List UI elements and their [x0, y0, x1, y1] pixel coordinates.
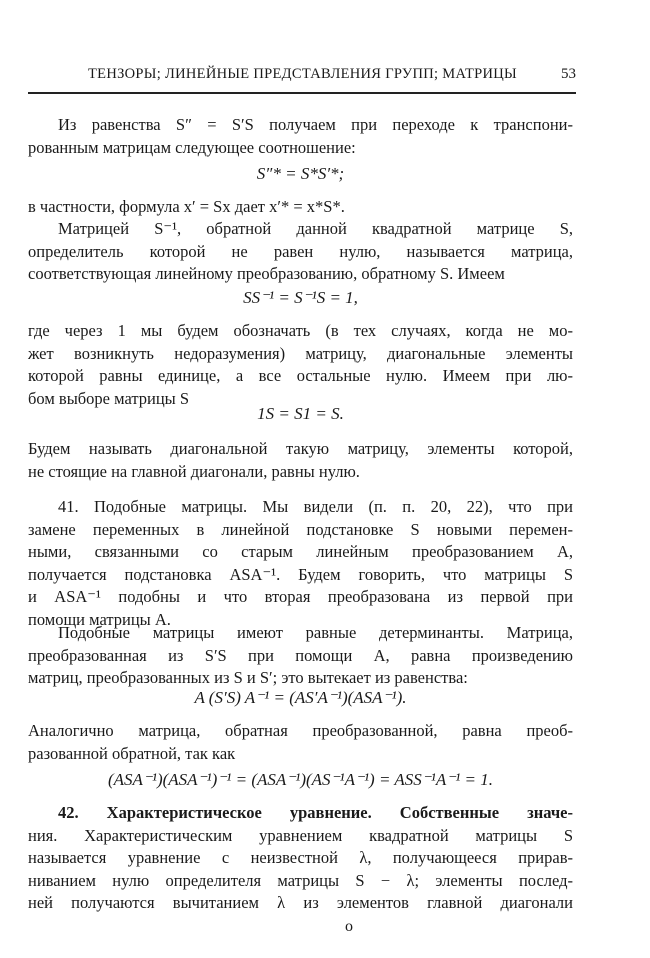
text-line: 41. Подобные матрицы. Мы видели (п. п. 20, 22), что при: [58, 497, 573, 516]
paragraph-7: [28, 622, 573, 690]
section-41: [28, 496, 573, 632]
text-line: ния. Характеристическим уравнением квадратной матрицы S: [28, 825, 573, 845]
text-line: ниванием нулю определителя матрицы S − λ; элементы послед-: [28, 870, 573, 890]
text-line: соответствующая линейному преобразованию, обратному S. Имеем: [28, 264, 505, 284]
text-line: называется уравнение с неизвестной λ, получающееся прирав-: [28, 848, 573, 868]
text-line: рованным матрицам следующее соотношение:: [28, 137, 356, 157]
text-line: ными, связанными со старым линейным преобразованием A,: [28, 542, 573, 562]
formula-5: (ASA⁻¹)(ASA⁻¹)⁻¹ = (ASA⁻¹)(AS⁻¹A⁻¹) = ASS⁻¹A⁻¹ = 1.: [107, 770, 494, 789]
text-line: Из равенства S″ = S′S получаем при переходе к транспони-: [58, 115, 573, 134]
text-line: замене переменных в линейной подстановке S новыми перемен-: [28, 519, 573, 539]
text-line: которой равны единице, а все остальные нулю. Имеем при лю-: [28, 366, 573, 386]
text-line: 42. Характеристическое уравнение. Собственные значе-: [58, 803, 573, 822]
text-line: не стоящие на главной диагонали, равны нулю.: [28, 461, 360, 481]
text-line: определитель которой не равен нулю, называется матрица,: [28, 241, 573, 261]
text-line: где через 1 мы будем обозначать (в тех случаях, когда не мо-: [28, 321, 573, 340]
formula-4: A (S′S) A⁻¹ = (AS′A⁻¹)(ASA⁻¹).: [194, 688, 407, 707]
formula-1: S″* = S*S′*;: [256, 164, 345, 183]
paragraph-5: [28, 438, 573, 483]
text-line: разованной обратной, так как: [28, 743, 236, 763]
paragraph-4: [28, 320, 573, 410]
paragraph-3: [28, 218, 573, 286]
page-number: 53: [561, 66, 576, 82]
text-line: Подобные матрицы имеют равные детерминанты. Матрица,: [58, 623, 573, 642]
text-line: преобразованная из S′S при помощи A, равна произведению: [28, 645, 573, 665]
formula-2: SS⁻¹ = S⁻¹S = 1,: [243, 288, 358, 307]
formula-3: 1S = S1 = S.: [257, 404, 344, 423]
paragraph-1: [28, 114, 573, 159]
text-line: в частности, формула x′ = Sx дает x′* = x*S*.: [28, 197, 345, 216]
text-line: Аналогично матрица, обратная преобразованной, равна преоб-: [28, 721, 573, 740]
paragraph-8: [28, 720, 573, 765]
text-line: ней получаются вычитанием λ из элементов главной диагонали: [28, 893, 573, 913]
text-line: Матрицей S⁻¹, обратной данной квадратной матрице S,: [58, 219, 573, 238]
footer-mark: о: [345, 918, 353, 935]
running-title: ТЕНЗОРЫ; ЛИНЕЙНЫЕ ПРЕДСТАВЛЕНИЯ ГРУПП; МАТРИЦЫ: [88, 66, 517, 82]
paragraph-2: [28, 196, 573, 219]
text-line: матриц, преобразованных из S и S′; это вытекает из равенства:: [28, 668, 468, 688]
text-line: жет возникнуть недоразумения) матрицу, диагональные элементы: [28, 343, 573, 363]
text-line: Будем называть диагональной такую матрицу, элементы которой,: [28, 439, 573, 458]
text-line: помощи матрицы A.: [28, 609, 171, 629]
text-line: и ASA⁻¹ подобны и что вторая преобразована из первой при: [28, 587, 573, 607]
section-42: [28, 802, 573, 915]
page-header: [88, 66, 576, 88]
text-line: получается подстановка ASA⁻¹. Будем говорить, что матрицы S: [28, 564, 573, 584]
text-line: бом выборе матрицы S: [28, 388, 190, 408]
header-rule: [28, 92, 576, 94]
